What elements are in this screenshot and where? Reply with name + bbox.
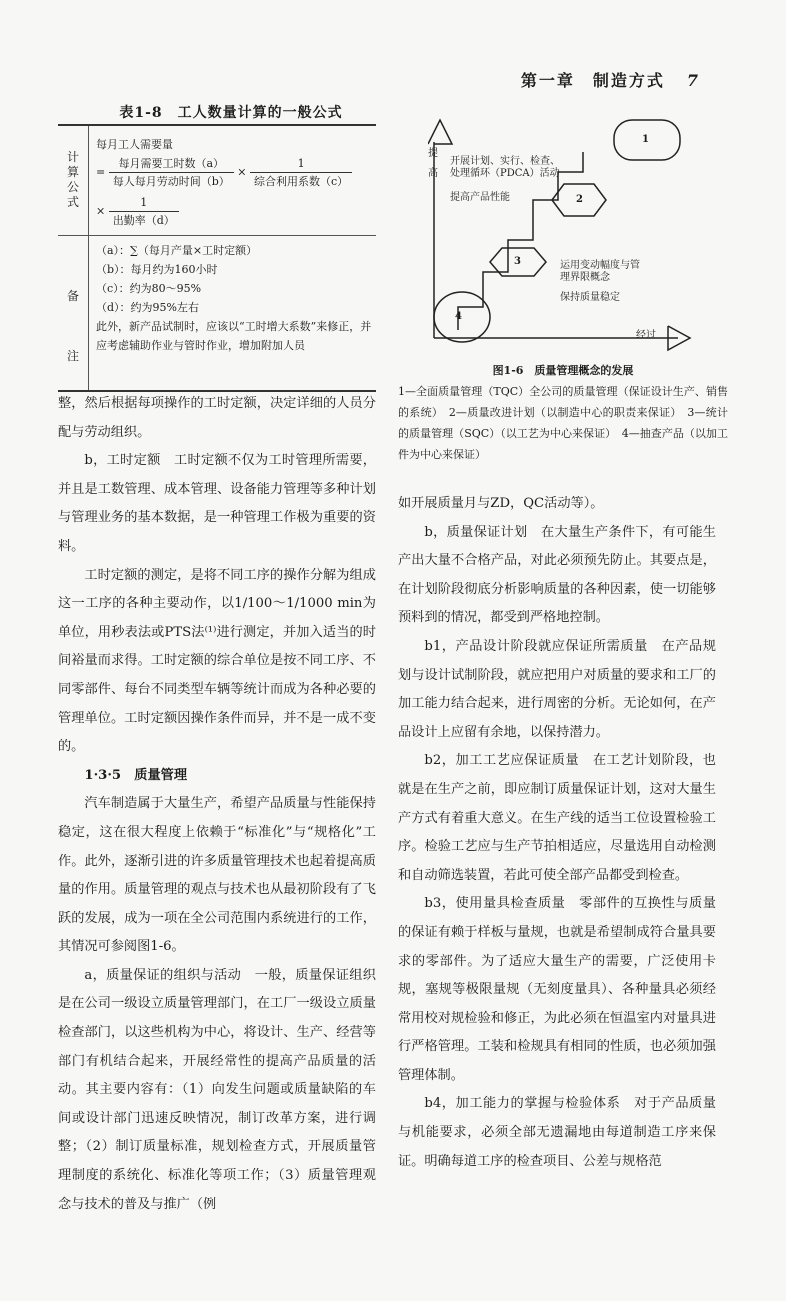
y-axis-arrow xyxy=(428,120,452,144)
label-char: 公 xyxy=(66,180,79,194)
formula-table xyxy=(58,124,376,392)
y-axis-label xyxy=(428,148,440,180)
label-char: 计 xyxy=(66,150,79,164)
label-sqc: 运用变动幅度与管理界限概念 xyxy=(560,260,640,283)
x-axis-label: 经过 xyxy=(636,330,656,341)
right-column xyxy=(398,490,716,1176)
figure-graphic xyxy=(428,112,704,352)
paragraph: a，质量保证的组织与活动 一般，质量保证组织是在公司一级设立质量管理部门，在工厂一级设立质量检查部门，以这些机构为中心，将设计、生产、经营等部门有机结合起来，开展经常性的提高产品质量的活动。其主要内容有：（1）向发生问题或质量缺陷的车间或设计部门迅速反映情况，制订改革方案，进行调整；（2）制订质量标准，规划检查方式，开展质量管理制度的系统化、标准化等项工作；（3）质量管理观念与技术的普及与推广（例 xyxy=(58,967,376,1212)
paragraph: 如开展质量月与ZD，QC活动等）。 xyxy=(398,496,604,511)
paragraph: b，质量保证计划 在大量生产条件下，有可能生产出大量不合格产品，对此必须预先防止。其要点是，在计划阶段彻底分析影响质量的各种因素，使一切能够预料到的情况，都受到严格地控制。 xyxy=(398,524,716,626)
axis-char: 提 xyxy=(428,148,438,159)
fraction-3 xyxy=(109,194,179,229)
table-divider xyxy=(88,126,89,390)
fraction-1 xyxy=(109,155,234,190)
row-label-formula xyxy=(62,150,84,210)
caption-body: 1—全面质量管理（TQC）全公司的质量管理（保证设计生产、销售的系统） 2—质量改进计划（以制造中心的职责来保证） 3—统计的质量管理（SQC）（以工艺为中心来保证） 4—抽查产品（以加工件为中心来保证） xyxy=(398,385,728,461)
section-heading: 1·3·5 质量管理 xyxy=(84,767,188,783)
note-line: （a）：∑（每月产量×工时定额） xyxy=(96,244,258,257)
paragraph: 汽车制造属于大量生产，希望产品质量与性能保持稳定，这在很大程度上依赖于“标准化”与“规格化”工作。此外，逐渐引进的许多质量管理技术也起着提高质量的作用。质量管理的观点与技术也从最初阶段有了飞跃的发展，成为一项在全公司范围内系统进行的工作，其情况可参阅图1-6。 xyxy=(58,796,376,955)
paragraph: b3，使用量具检查质量 零部件的互换性与质量的保证有赖于样板与量规，也就是希望制成符合量具要求的零部件。为了适应大量生产的需要，广泛使用卡规，塞规等极限量规（无刻度量具）、各种量具必须经常用校对规检验和修正，为此必须在恒温室内对量具进行严格管理。工装和检规具有相同的性质，也必须加强管理体制。 xyxy=(398,896,716,1083)
equals-sign: = xyxy=(96,165,106,179)
note-line: （b）：每月约为160小时 xyxy=(96,263,218,276)
table-title: 表1-8 工人数量计算的一般公式 xyxy=(119,105,343,121)
label-char: 式 xyxy=(66,195,79,209)
page-number: 7 xyxy=(686,71,700,90)
fraction-denominator: 每人每月劳动时间（b） xyxy=(112,175,230,188)
label-char: 备 xyxy=(66,289,79,303)
left-column xyxy=(58,390,376,1219)
notes-cell xyxy=(96,241,372,355)
formula-top: 每月工人需要量 xyxy=(96,138,173,151)
stage-label-3: 3 xyxy=(514,256,521,267)
formula-cell xyxy=(96,136,372,229)
fraction-denominator: 综合利用系数（c） xyxy=(253,175,349,188)
times-sign: × xyxy=(237,165,247,179)
label-keep: 保持质量稳定 xyxy=(560,292,620,303)
paragraph: b1，产品设计阶段就应保证所需质量 在产品规划与设计试制阶段，就应把用户对质量的要求和工厂的加工能力结合起来，进行周密的分析。无论如何，在产品设计上应留有余地，以保持潜力。 xyxy=(398,638,716,740)
caption-title: 图1-6 质量管理概念的发展 xyxy=(492,364,634,377)
note-line: 此外，新产品试制时，应该以“工时增大系数”来修正，并应考虑辅助作业与管时作业，增加附加人员 xyxy=(96,320,372,352)
paragraph: 整，然后根据每项操作的工时定额，决定详细的人员分配与劳动组织。 xyxy=(58,396,376,440)
label-char: 算 xyxy=(66,165,79,179)
stage-label-1: 1 xyxy=(642,134,649,145)
stage-label-2: 2 xyxy=(576,194,583,205)
stage-4-circle xyxy=(434,292,490,342)
axis-char: 高 xyxy=(428,168,438,179)
quality-figure xyxy=(428,112,704,352)
label-pdca: 开展计划、实行、检查、处理循环（PDCA）活动 xyxy=(450,156,560,179)
label-char: 注 xyxy=(66,349,79,363)
chapter-title: 第一章 制造方式 xyxy=(520,71,665,90)
fraction-numerator: 每月需要工时数（a） xyxy=(109,155,234,173)
fraction-2 xyxy=(250,155,352,190)
note-line: （c）：约为80～95% xyxy=(96,282,202,295)
paragraph: b2，加工工艺应保证质量 在工艺计划阶段，也就是在生产之前，即应制订质量保证计划，这对大量生产方式有着重大意义。在生产线的适当工位设置检验工序。检验工艺应与生产节拍相适应，尽量选用自动检测和自动筛选装置，若此可使全部产品都受到检查。 xyxy=(398,753,716,883)
paragraph: b4，加工能力的掌握与检验体系 对于产品质量与机能要求，必须全部无遗漏地由每道制造工序来保证。明确每道工序的检查项目、公差与规格范 xyxy=(398,1096,716,1169)
fraction-denominator: 出勤率（d） xyxy=(112,214,175,227)
paragraph: 工时定额的测定，是将不同工序的操作分解为组成这一工序的各种主要动作，以1/100～1/1000 min为单位，用秒表法或PTS法⁽¹⁾进行测定，并加入适当的时间裕量而求得。工时定额的综合单位是按不同工序、不同零部件、每台不同类型车辆等统计而成为各种必要的管理单位。工时定额因操作条件而异，并不是一成不变的。 xyxy=(58,567,376,755)
note-line: （d）：约为95%左右 xyxy=(96,301,199,314)
fraction-numerator: 1 xyxy=(250,155,352,173)
figure-caption xyxy=(398,360,728,465)
stage-label-4: 4 xyxy=(455,311,462,322)
times-sign: × xyxy=(96,204,106,218)
table-row-divider xyxy=(58,235,376,236)
fraction-numerator: 1 xyxy=(109,194,179,212)
paragraph: b，工时定额 工时定额不仅为工时管理所需要，并且是工数管理、成本管理、设备能力管理等多种计划与管理业务的基本数据，是一种管理工作极为重要的资料。 xyxy=(58,453,376,554)
row-label-notes xyxy=(62,266,84,386)
running-header xyxy=(521,68,700,91)
label-product: 提高产品性能 xyxy=(450,192,510,203)
